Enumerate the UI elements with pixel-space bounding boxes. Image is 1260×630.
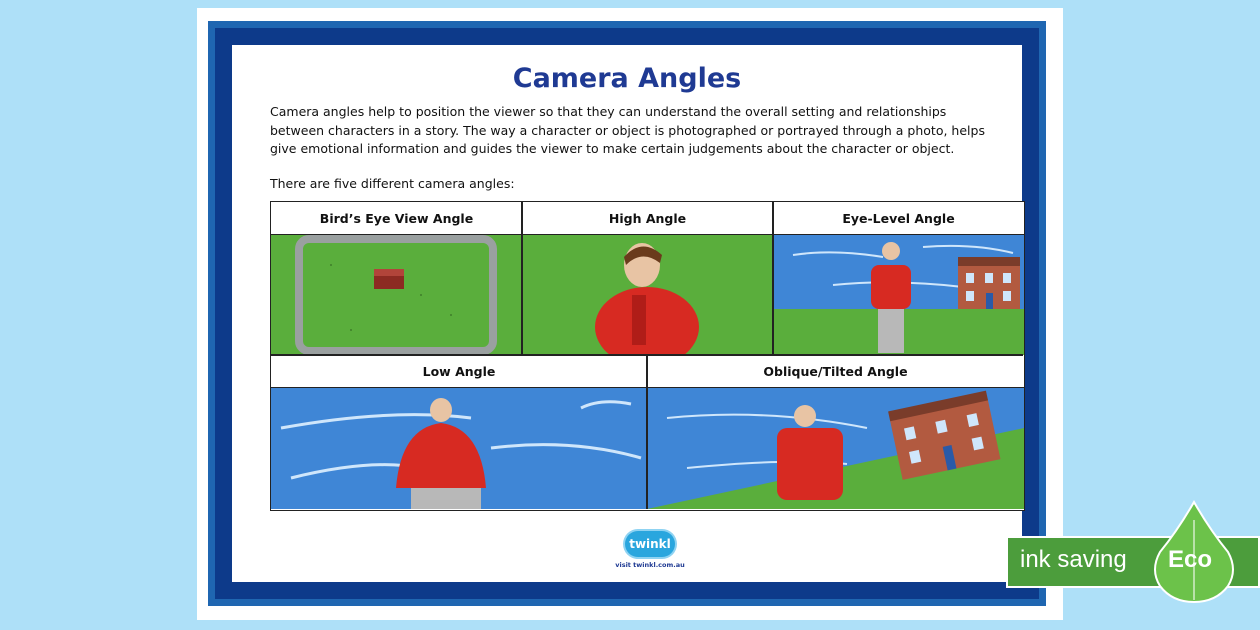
poster-sheet bbox=[197, 8, 1063, 620]
angle-label: Low Angle bbox=[271, 355, 647, 388]
eye-level-illustration bbox=[773, 235, 1024, 355]
twinkl-logo[interactable] bbox=[615, 531, 685, 569]
angle-card-low bbox=[271, 355, 647, 509]
low-angle-illustration bbox=[271, 388, 647, 509]
oblique-angle-illustration bbox=[647, 388, 1024, 509]
angle-label: Oblique/Tilted Angle bbox=[647, 355, 1024, 388]
poster-frame bbox=[208, 21, 1046, 606]
poster-content bbox=[232, 45, 1022, 582]
page-title: Camera Angles bbox=[512, 63, 742, 94]
angle-card-eye-level bbox=[773, 202, 1024, 355]
high-angle-illustration bbox=[522, 235, 773, 355]
angle-card-birds-eye bbox=[271, 202, 522, 355]
angle-card-high bbox=[522, 202, 773, 355]
angle-label: Bird’s Eye View Angle bbox=[271, 202, 522, 235]
angle-label: High Angle bbox=[522, 202, 773, 235]
ink-saving-label: ink saving bbox=[1020, 546, 1127, 573]
angle-label: Eye-Level Angle bbox=[773, 202, 1024, 235]
twinkl-logo-mark: twinkl bbox=[625, 531, 675, 557]
twinkl-url: visit twinkl.com.au bbox=[615, 561, 685, 569]
birds-eye-illustration bbox=[271, 235, 522, 355]
angles-grid bbox=[270, 201, 1025, 511]
angle-card-oblique bbox=[647, 355, 1024, 509]
eco-label: Eco bbox=[1168, 546, 1213, 573]
lead-text: There are five different camera angles: bbox=[270, 176, 515, 191]
ink-saving-eco-badge bbox=[1006, 500, 1260, 604]
intro-paragraph: Camera angles help to position the viewer so that they can understand the overall setting and relationships between characters in a story. The way a character or object is photographed or portrayed through a photo, helps give emotional information and guides the viewer to make certain judgements about the character or object. bbox=[270, 104, 985, 156]
